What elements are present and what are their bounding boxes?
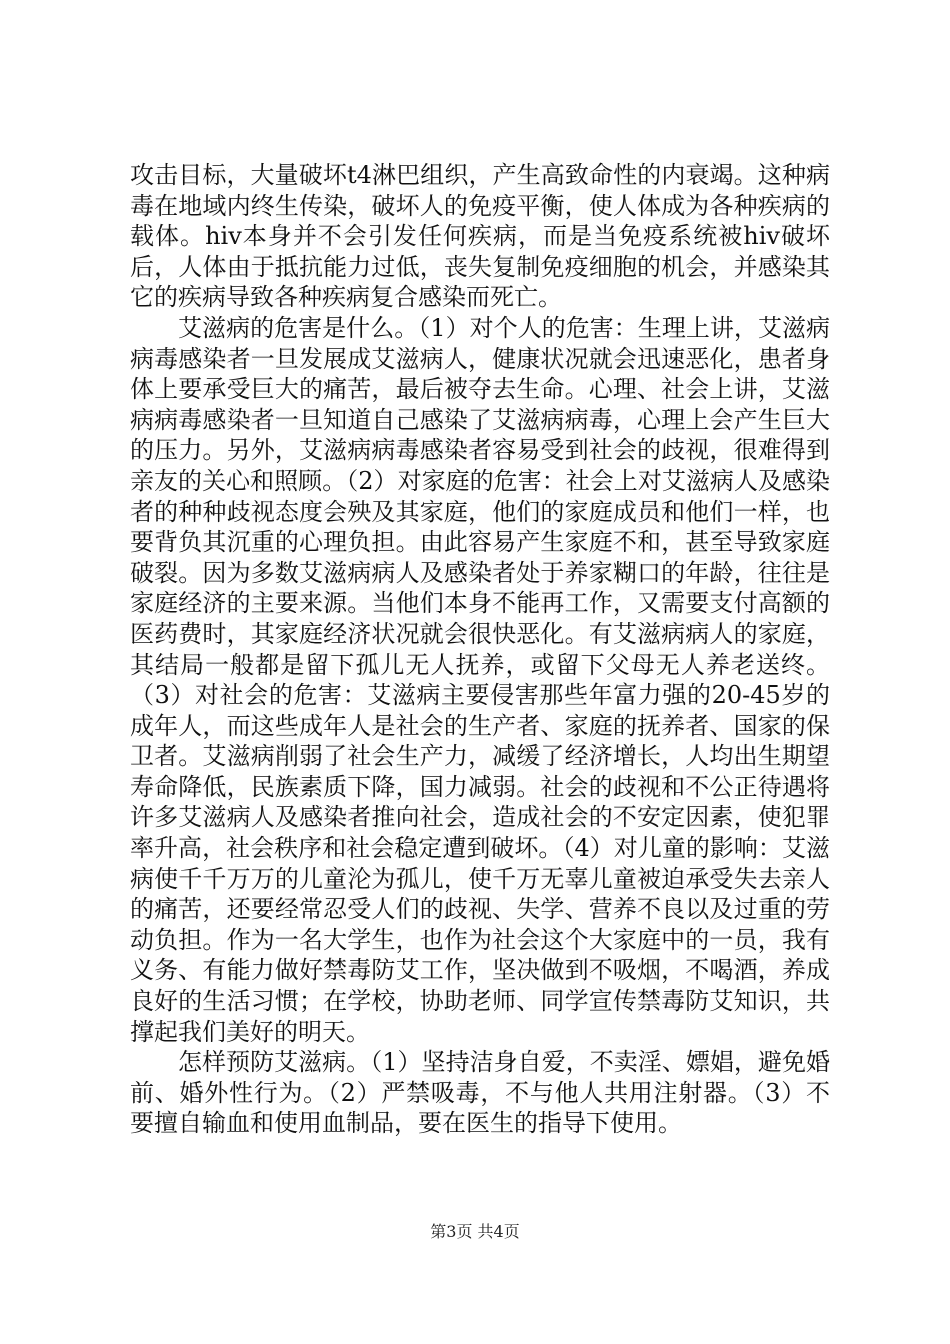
paragraph-aids-prevention: 怎样预防艾滋病。（1）坚持洁身自爱，不卖淫、嫖娼，避免婚前、婚外性行为。（2）严禁吸毒，不与他人共用注射器。（3）不要擅自输血和使用血制品，要在医生的指导下使用。 [130, 1048, 830, 1138]
paragraph-aids-harm: 艾滋病的危害是什么。（1）对个人的危害：生理上讲，艾滋病病毒感染者一旦发展成艾滋病人，健康状况就会迅速恶化，患者身体上要承受巨大的痛苦，最后被夺去生命。心理、社会上讲，艾滋病病毒感染者一旦知道自己感染了艾滋病病毒，心理上会产生巨大的压力。另外，艾滋病病毒感染者容易受到社会的歧视，很难得到亲友的关心和照顾。（2）对家庭的危害：社会上对艾滋病人及感染者的种种歧视态度会殃及其家庭，他们的家庭成员和他们一样，也要背负其沉重的心理负担。由此容易产生家庭不和，甚至导致家庭破裂。因为多数艾滋病病人及感染者处于养家糊口的年龄，往往是家庭经济的主要来源。当他们本身不能再工作，又需要支付高额的医药费时，其家庭经济状况就会很快恶化。有艾滋病病人的家庭，其结局一般都是留下孤儿无人抚养，或留下父母无人养老送终。（3）对社会的危害：艾滋病主要侵害那些年富力强的20-45岁的成年人，而这些成年人是社会的生产者、家庭的抚养者、国家的保卫者。艾滋病削弱了社会生产力，减缓了经济增长，人均出生期望寿命降低，民族素质下降，国力减弱。社会的歧视和不公正待遇将许多艾滋病人及感染者推向社会，造成社会的不安定因素，使犯罪率升高，社会秩序和社会稳定遭到破坏。（4）对儿童的影响：艾滋病使千千万万的儿童沦为孤儿，使千万无辜儿童被迫承受失去亲人的痛苦，还要经常忍受人们的歧视、失学、营养不良以及过重的劳动负担。作为一名大学生，也作为社会这个大家庭中的一员，我有义务、有能力做好禁毒防艾工作，坚决做到不吸烟，不喝酒，养成良好的生活习惯；在学校，协助老师、同学宣传禁毒防艾知识，共撑起我们美好的明天。 [130, 313, 830, 1046]
paragraph-continuation: 攻击目标，大量破坏t4淋巴组织，产生高致命性的内衰竭。这种病毒在地域内终生传染，破坏人的免疫平衡，使人体成为各种疾病的载体。hiv本身并不会引发任何疾病，而是当免疫系统被hiv破坏后，人体由于抵抗能力过低，丧失复制免疫细胞的机会，并感染其它的疾病导致各种疾病复合感染而死亡。 [130, 161, 830, 312]
page-number-label: 第3页 共4页 [430, 1222, 520, 1241]
document-body [130, 160, 830, 1139]
page-footer [0, 1219, 950, 1242]
